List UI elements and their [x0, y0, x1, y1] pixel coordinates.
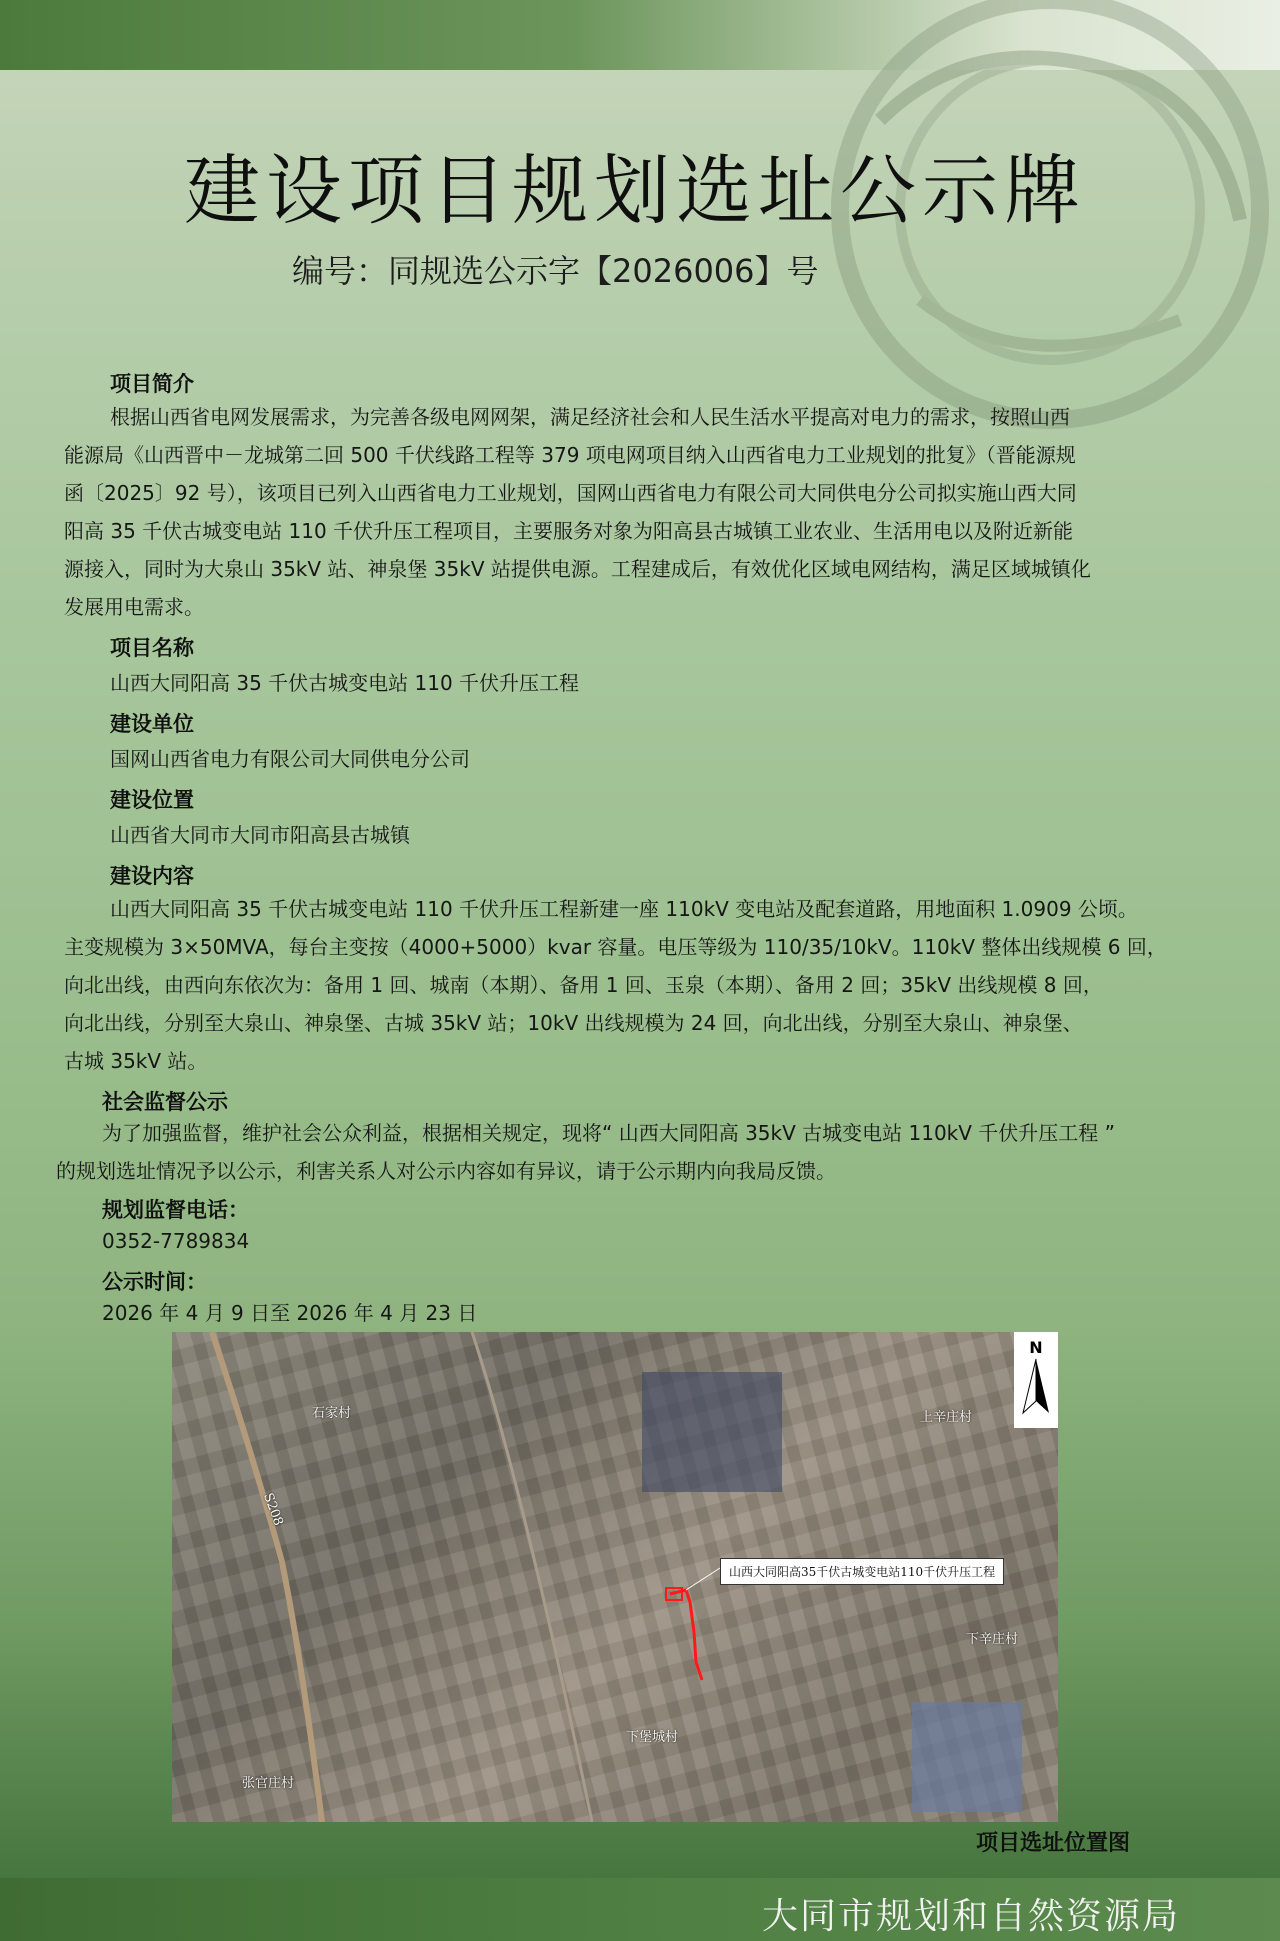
village-label: 下堡城村	[626, 1730, 679, 1745]
document-number: 编号：同规选公示字【2026006】号	[292, 252, 819, 290]
site-location-map	[172, 1332, 1058, 1822]
location-value: 山西省大同市大同市阳高县古城镇	[110, 823, 410, 847]
content-line: 古城 35kV 站。	[64, 1049, 208, 1073]
north-letter: N	[1029, 1338, 1043, 1357]
village-label: 上辛庄村	[920, 1410, 973, 1425]
content-heading: 建设内容	[110, 864, 194, 888]
project-label: 山西大同阳高35千伏古城变电站110千伏升压工程	[720, 1558, 1004, 1585]
phone-value: 0352-7789834	[102, 1229, 250, 1253]
intro-line: 发展用电需求。	[64, 595, 204, 619]
content-line: 向北出线，分别至大泉山、神泉堡、古城 35kV 站；10kV 出线规模为 24 回，向北出线，分别至大泉山、神泉堡、	[64, 1011, 1083, 1035]
intro-line: 阳高 35 千伏古城变电站 110 千伏升压工程项目，主要服务对象为阳高县古城镇工业农业、生活用电以及附近新能	[64, 519, 1074, 543]
period-value: 2026 年 4 月 9 日至 2026 年 4 月 23 日	[102, 1301, 478, 1325]
road-line	[212, 1332, 322, 1822]
project-name-heading: 项目名称	[110, 636, 194, 660]
north-arrow-icon	[1021, 1357, 1051, 1417]
label-leader-line	[686, 1568, 720, 1590]
supervision-paragraph	[56, 1114, 1115, 1190]
builder-heading: 建设单位	[110, 712, 194, 736]
supervision-heading: 社会监督公示	[102, 1090, 228, 1114]
map-caption: 项目选址位置图	[976, 1831, 1131, 1856]
intro-paragraph	[64, 398, 1091, 626]
location-heading: 建设位置	[110, 788, 194, 812]
road-label: S208	[260, 1491, 286, 1528]
village-label: 下辛庄村	[966, 1632, 1019, 1647]
intro-line: 函〔2025〕92 号），该项目已列入山西省电力工业规划，国网山西省电力有限公司大同供电分公司拟实施山西大同	[64, 481, 1077, 505]
content-line: 主变规模为 3×50MVA，每台主变按（4000+5000）kvar 容量。电压等级为 110/35/10kV。110kV 整体出线规模 6 回，	[64, 935, 1167, 959]
intro-line: 源接入，同时为大泉山 35kV 站、神泉堡 35kV 站提供电源。工程建成后，有效优化区域电网结构，满足区域城镇化	[64, 557, 1091, 581]
issuing-authority: 大同市规划和自然资源局	[762, 1896, 1181, 1937]
village-label: 张官庄村	[242, 1776, 295, 1791]
period-heading: 公示时间：	[102, 1270, 207, 1294]
content-line: 向北出线，由西向东依次为：备用 1 回、城南（本期）、备用 1 回、玉泉（本期）、备用 2 回；35kV 出线规模 8 回，	[64, 973, 1103, 997]
project-route-line	[670, 1590, 702, 1680]
supervision-line: 为了加强监督，维护社会公众利益，根据相关规定，现将“ 山西大同阳高 35kV 古城变电站 110kV 千伏升压工程 ”	[102, 1121, 1116, 1145]
builder-value: 国网山西省电力有限公司大同供电分公司	[110, 747, 470, 771]
village-label: 石家村	[312, 1406, 352, 1421]
phone-heading: 规划监督电话：	[102, 1198, 249, 1222]
river-line	[472, 1332, 592, 1822]
content-line: 山西大同阳高 35 千伏古城变电站 110 千伏升压工程新建一座 110kV 变电站及配套道路，用地面积 1.0909 公顷。	[110, 897, 1138, 921]
solar-farm	[912, 1702, 1022, 1812]
intro-heading: 项目简介	[110, 372, 194, 396]
supervision-line: 的规划选址情况予以公示，利害关系人对公示内容如有异议，请于公示期内向我局反馈。	[56, 1159, 836, 1183]
intro-line: 根据山西省电网发展需求，为完善各级电网网架，满足经济社会和人民生活水平提高对电力的需求，按照山西	[110, 405, 1070, 429]
page-title: 建设项目规划选址公示牌	[184, 146, 1086, 235]
north-arrow	[1014, 1332, 1058, 1428]
content-paragraph	[64, 890, 1167, 1080]
intro-line: 能源局《山西晋中－龙城第二回 500 千伏线路工程等 379 项电网项目纳入山西省电力工业规划的批复》（晋能源规	[64, 443, 1076, 467]
solar-farm	[642, 1372, 782, 1492]
project-name-value: 山西大同阳高 35 千伏古城变电站 110 千伏升压工程	[110, 671, 580, 695]
